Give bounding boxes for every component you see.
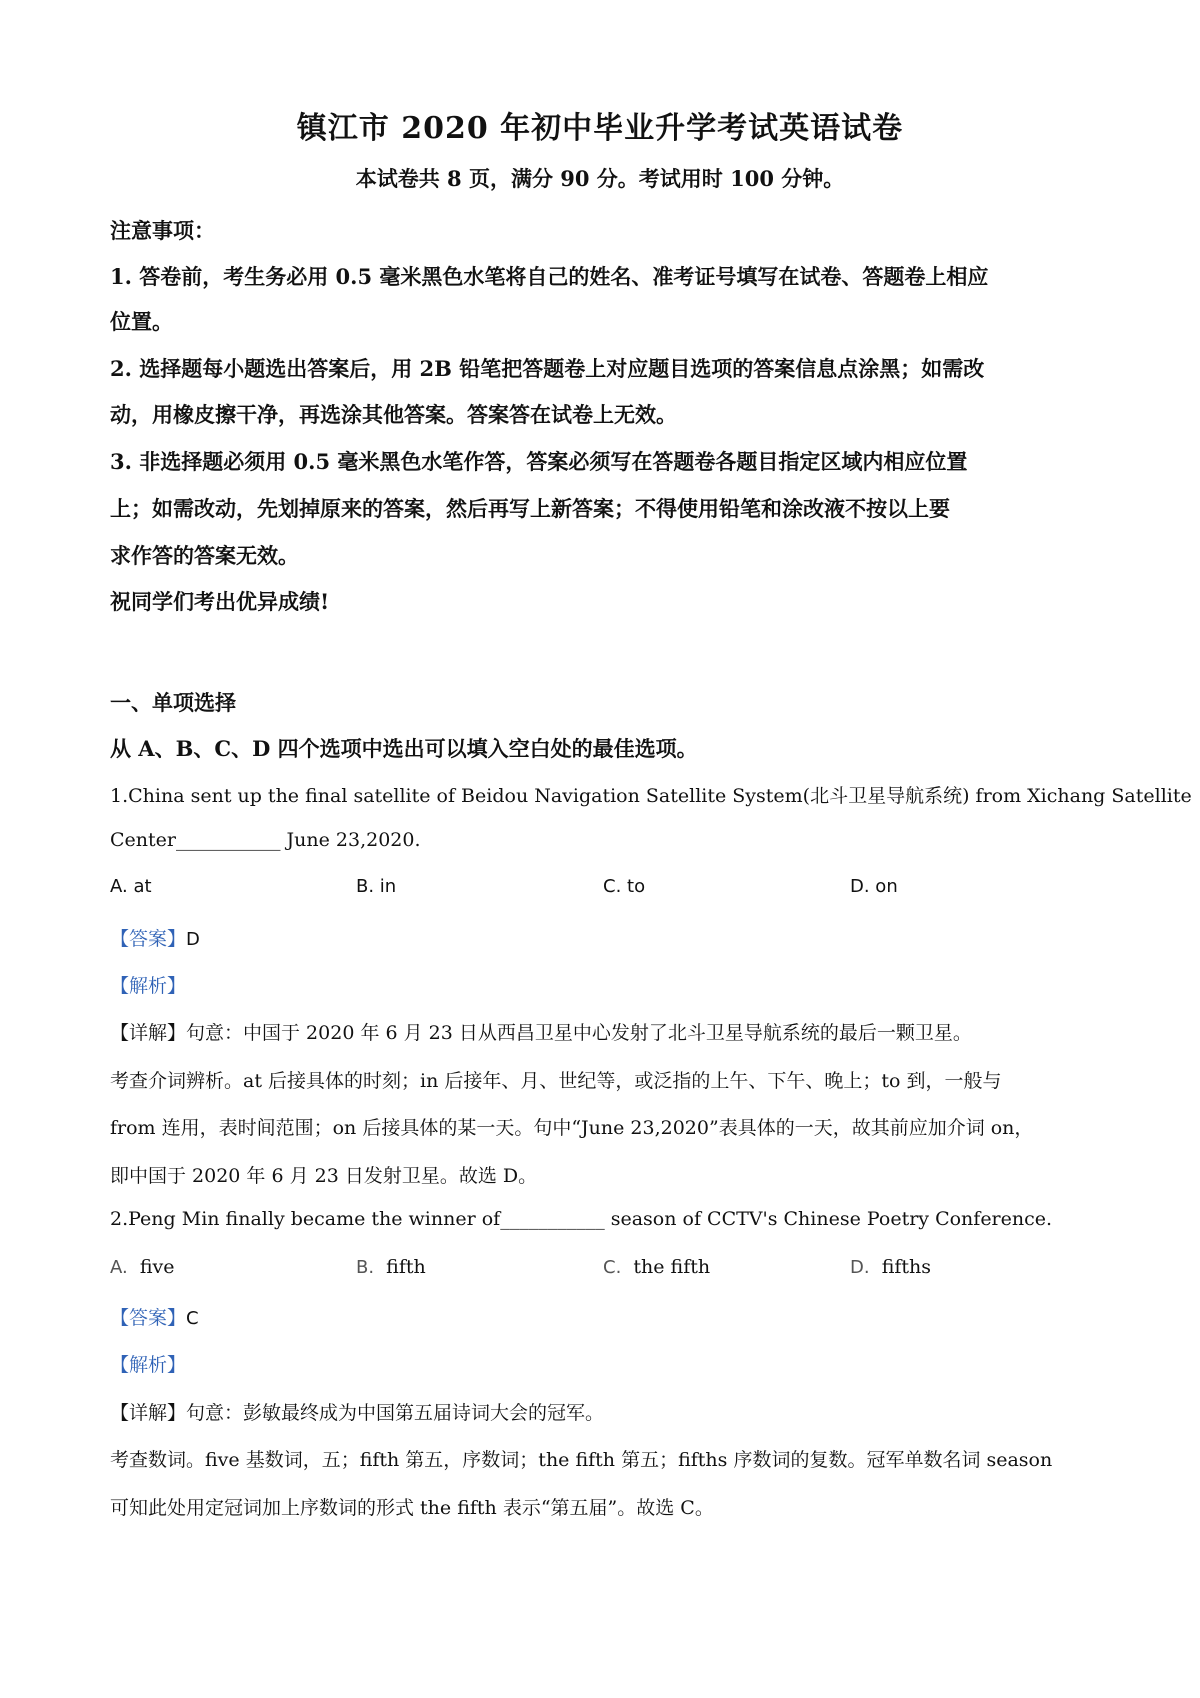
detail-tag: 【详解】 [110, 1022, 187, 1044]
q1-detail [110, 1018, 1100, 1045]
q1-explain-line: from 连用，表时间范围；on 后接具体的某一天。句中“June 23,2020”表具体的一天，故其前应加介词 on， [110, 1117, 1034, 1139]
notice-line: 2. 选择题每小题选出答案后，用 2B 铅笔把答题卷上对应题目选项的答案信息点涂黑；如需改 [110, 356, 985, 381]
q1-option-d: D. on [850, 876, 898, 897]
option-letter: D. [850, 1257, 870, 1278]
q1-option-b: B. in [356, 876, 397, 897]
answer-tag: 【答案】 [110, 928, 187, 950]
detail-tag: 【详解】 [110, 1402, 187, 1424]
q2-option-b [356, 1256, 426, 1278]
q1-stem-line1: 1.China sent up the final satellite of Beidou Navigation Satellite System(北斗卫星导航系统) from Xichang Satellite [110, 785, 1192, 807]
option-letter: A. [110, 1257, 128, 1278]
answer-value: C [186, 1308, 199, 1329]
q2-stem: 2.Peng Min finally became the winner of___________ season of CCTV's Chinese Poetry Conference. [110, 1208, 1053, 1230]
detail-text: 句意：彭敏最终成为中国第五届诗词大会的冠军。 [186, 1402, 605, 1424]
q1-explain-line: 即中国于 2020 年 6 月 23 日发射卫星。故选 D。 [110, 1165, 538, 1187]
q1-option-a: A. at [110, 876, 152, 897]
q1-stem-line2: Center___________ June 23,2020. [110, 829, 421, 851]
option-letter: C. [603, 1257, 622, 1278]
q2-explain-line: 考查数词。five 基数词，五；fifth 第五，序数词；the fifth 第五；fifths 序数词的复数。冠军单数名词 season [110, 1449, 1053, 1471]
option-text: the fifth [633, 1256, 711, 1278]
notice-wish: 祝同学们考出优异成绩! [110, 589, 330, 614]
page-subtitle: 本试卷共 8 页，满分 90 分。考试用时 100 分钟。 [355, 166, 845, 191]
q1-explain-line: 考查介词辨析。at 后接具体的时刻；in 后接年、月、世纪等，或泛指的上午、下午、晚上；to 到，一般与 [110, 1070, 1002, 1092]
q2-option-d [850, 1256, 931, 1278]
notice-line: 动，用橡皮擦干净，再选涂其他答案。答案答在试卷上无效。 [110, 402, 677, 427]
option-letter: B. [356, 1257, 375, 1278]
q2-explain-line: 可知此处用定冠词加上序数词的形式 the fifth 表示“第五届”。故选 C。 [110, 1497, 714, 1519]
q2-option-c [603, 1256, 710, 1278]
option-text: fifths [881, 1256, 932, 1278]
q2-analysis-tag: 【解析】 [110, 1354, 187, 1376]
q2-detail [110, 1398, 1100, 1425]
q1-answer [110, 924, 1100, 951]
answer-tag: 【答案】 [110, 1307, 187, 1329]
q1-option-c: C. to [603, 876, 646, 897]
answer-value: D [186, 929, 200, 950]
notice-line: 上；如需改动，先划掉原来的答案，然后再写上新答案；不得使用铅笔和涂改液不按以上要 [110, 496, 950, 521]
page-title: 镇江市 2020 年初中毕业升学考试英语试卷 [296, 111, 904, 146]
notice-line: 位置。 [110, 309, 173, 334]
notice-line: 3. 非选择题必须用 0.5 毫米黑色水笔作答，答案必须写在答题卷各题目指定区域内相应位置 [110, 449, 968, 474]
option-text: five [139, 1256, 175, 1278]
option-text: fifth [386, 1256, 426, 1278]
q2-answer [110, 1303, 1100, 1330]
notice-line: 1. 答卷前，考生务必用 0.5 毫米黑色水笔将自己的姓名、准考证号填写在试卷、答题卷上相应 [110, 264, 989, 289]
q2-option-a [110, 1256, 174, 1278]
notice-line: 求作答的答案无效。 [110, 543, 299, 568]
q1-analysis-tag: 【解析】 [110, 975, 187, 997]
detail-text: 句意：中国于 2020 年 6 月 23 日从西昌卫星中心发射了北斗卫星导航系统的最后一颗卫星。 [186, 1022, 972, 1044]
notice-heading: 注意事项： [110, 218, 215, 243]
section-title: 一、单项选择 [110, 690, 236, 715]
section-instruction: 从 A、B、C、D 四个选项中选出可以填入空白处的最佳选项。 [110, 736, 698, 761]
